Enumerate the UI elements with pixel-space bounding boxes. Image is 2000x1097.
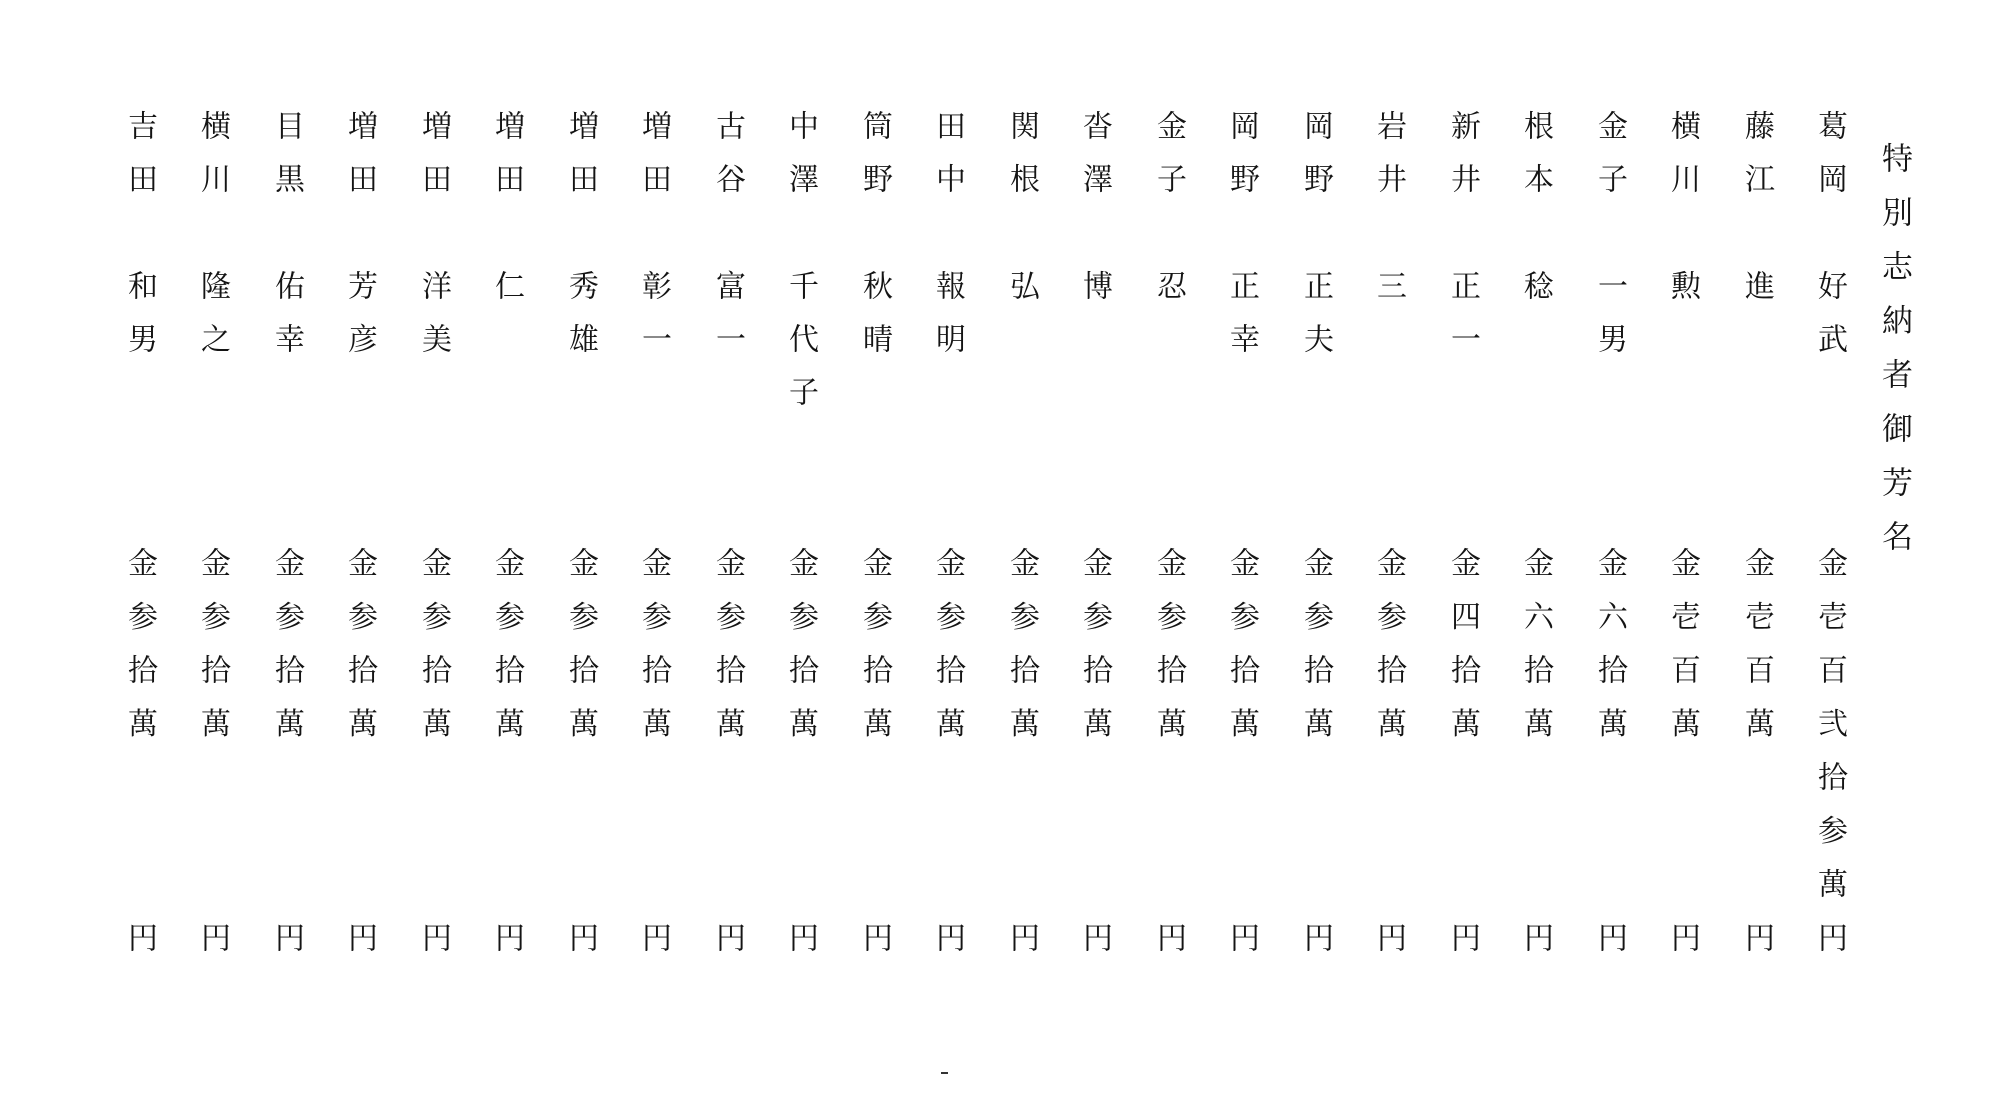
yen-unit: 円 <box>1151 922 1186 952</box>
donation-amount: 金参拾萬 <box>416 547 451 761</box>
donation-amount: 金参拾萬 <box>857 547 892 761</box>
yen-unit: 円 <box>563 922 598 952</box>
donor-given-name: 弘 <box>1004 270 1039 323</box>
donor-given-name: 和男 <box>122 270 157 376</box>
donor-given-name: 三 <box>1371 270 1406 323</box>
donation-amount: 金参拾萬 <box>489 547 524 761</box>
yen-unit: 円 <box>342 922 377 952</box>
donor-surname: 横川 <box>1665 110 1700 216</box>
donation-amount: 金参拾萬 <box>195 547 230 761</box>
yen-unit: 円 <box>122 922 157 952</box>
yen-unit: 円 <box>1518 922 1553 952</box>
yen-unit: 円 <box>1371 922 1406 952</box>
donor-given-name: 千代子 <box>783 270 818 429</box>
donor-given-name: 隆之 <box>195 270 230 376</box>
donor-given-name: 一男 <box>1592 270 1627 376</box>
donor-surname: 増田 <box>416 110 451 216</box>
donor-given-name: 秋晴 <box>857 270 892 376</box>
donor-surname: 田中 <box>930 110 965 216</box>
donation-amount: 金参拾萬 <box>122 547 157 761</box>
yen-unit: 円 <box>1298 922 1333 952</box>
donation-amount: 金参拾萬 <box>783 547 818 761</box>
donation-amount: 金参拾萬 <box>1004 547 1039 761</box>
donor-given-name: 芳彦 <box>342 270 377 376</box>
donor-given-name: 洋美 <box>416 270 451 376</box>
yen-unit: 円 <box>1739 922 1774 952</box>
donation-amount: 金参拾萬 <box>563 547 598 761</box>
yen-unit: 円 <box>1812 922 1847 952</box>
donation-amount: 金参拾萬 <box>710 547 745 761</box>
donor-surname: 中澤 <box>783 110 818 216</box>
donation-amount: 金壱百萬 <box>1739 547 1774 761</box>
donation-amount: 金参拾萬 <box>1371 547 1406 761</box>
yen-unit: 円 <box>195 922 230 952</box>
donor-given-name: 仁 <box>489 270 524 323</box>
donor-surname: 葛岡 <box>1812 110 1847 216</box>
donation-amount: 金参拾萬 <box>636 547 671 761</box>
donor-surname: 吉田 <box>122 110 157 216</box>
donor-surname: 目黒 <box>269 110 304 216</box>
donor-surname: 横川 <box>195 110 230 216</box>
donor-surname: 岩井 <box>1371 110 1406 216</box>
donor-given-name: 稔 <box>1518 270 1553 323</box>
donor-surname: 古谷 <box>710 110 745 216</box>
donation-amount: 金六拾萬 <box>1518 547 1553 761</box>
yen-unit: 円 <box>1665 922 1700 952</box>
donor-surname: 新井 <box>1445 110 1480 216</box>
donor-surname: 金子 <box>1592 110 1627 216</box>
donor-given-name: 正一 <box>1445 270 1480 376</box>
donor-given-name: 好武 <box>1812 270 1847 376</box>
donation-amount: 金参拾萬 <box>1224 547 1259 761</box>
donor-surname: 岡野 <box>1298 110 1333 216</box>
donation-amount: 金参拾萬 <box>1298 547 1333 761</box>
donor-surname: 筒野 <box>857 110 892 216</box>
donor-given-name: 佑幸 <box>269 270 304 376</box>
yen-unit: 円 <box>783 922 818 952</box>
donor-surname: 増田 <box>563 110 598 216</box>
yen-unit: 円 <box>710 922 745 952</box>
yen-unit: 円 <box>857 922 892 952</box>
yen-unit: 円 <box>269 922 304 952</box>
donation-amount: 金六拾萬 <box>1592 547 1627 761</box>
donation-amount: 金参拾萬 <box>930 547 965 761</box>
donation-amount: 金参拾萬 <box>1151 547 1186 761</box>
donor-given-name: 彰一 <box>636 270 671 376</box>
yen-unit: 円 <box>1224 922 1259 952</box>
yen-unit: 円 <box>1077 922 1112 952</box>
donor-given-name: 博 <box>1077 270 1112 323</box>
yen-unit: 円 <box>1592 922 1627 952</box>
donation-amount: 金壱百弐拾参萬 <box>1812 547 1847 922</box>
donor-surname: 増田 <box>636 110 671 216</box>
yen-unit: 円 <box>416 922 451 952</box>
donor-surname: 藤江 <box>1739 110 1774 216</box>
donor-given-name: 勲 <box>1665 270 1700 323</box>
donor-surname: 根本 <box>1518 110 1553 216</box>
donor-given-name: 秀雄 <box>563 270 598 376</box>
donor-surname: 関根 <box>1004 110 1039 216</box>
yen-unit: 円 <box>930 922 965 952</box>
donor-surname: 金子 <box>1151 110 1186 216</box>
donor-given-name: 富一 <box>710 270 745 376</box>
page-mark <box>941 1072 948 1074</box>
donor-surname: 増田 <box>342 110 377 216</box>
donor-given-name: 進 <box>1739 270 1774 323</box>
donation-amount: 金参拾萬 <box>269 547 304 761</box>
yen-unit: 円 <box>489 922 524 952</box>
donor-surname: 沓澤 <box>1077 110 1112 216</box>
yen-unit: 円 <box>1445 922 1480 952</box>
donation-amount: 金四拾萬 <box>1445 547 1480 761</box>
donation-amount: 金壱百萬 <box>1665 547 1700 761</box>
donation-amount: 金参拾萬 <box>342 547 377 761</box>
donor-given-name: 忍 <box>1151 270 1186 323</box>
donor-given-name: 正幸 <box>1224 270 1259 376</box>
donation-amount: 金参拾萬 <box>1077 547 1112 761</box>
page-title: 特別志納者御芳名 <box>1876 142 1912 574</box>
yen-unit: 円 <box>636 922 671 952</box>
donor-given-name: 正夫 <box>1298 270 1333 376</box>
donor-surname: 岡野 <box>1224 110 1259 216</box>
yen-unit: 円 <box>1004 922 1039 952</box>
donor-given-name: 報明 <box>930 270 965 376</box>
donor-surname: 増田 <box>489 110 524 216</box>
